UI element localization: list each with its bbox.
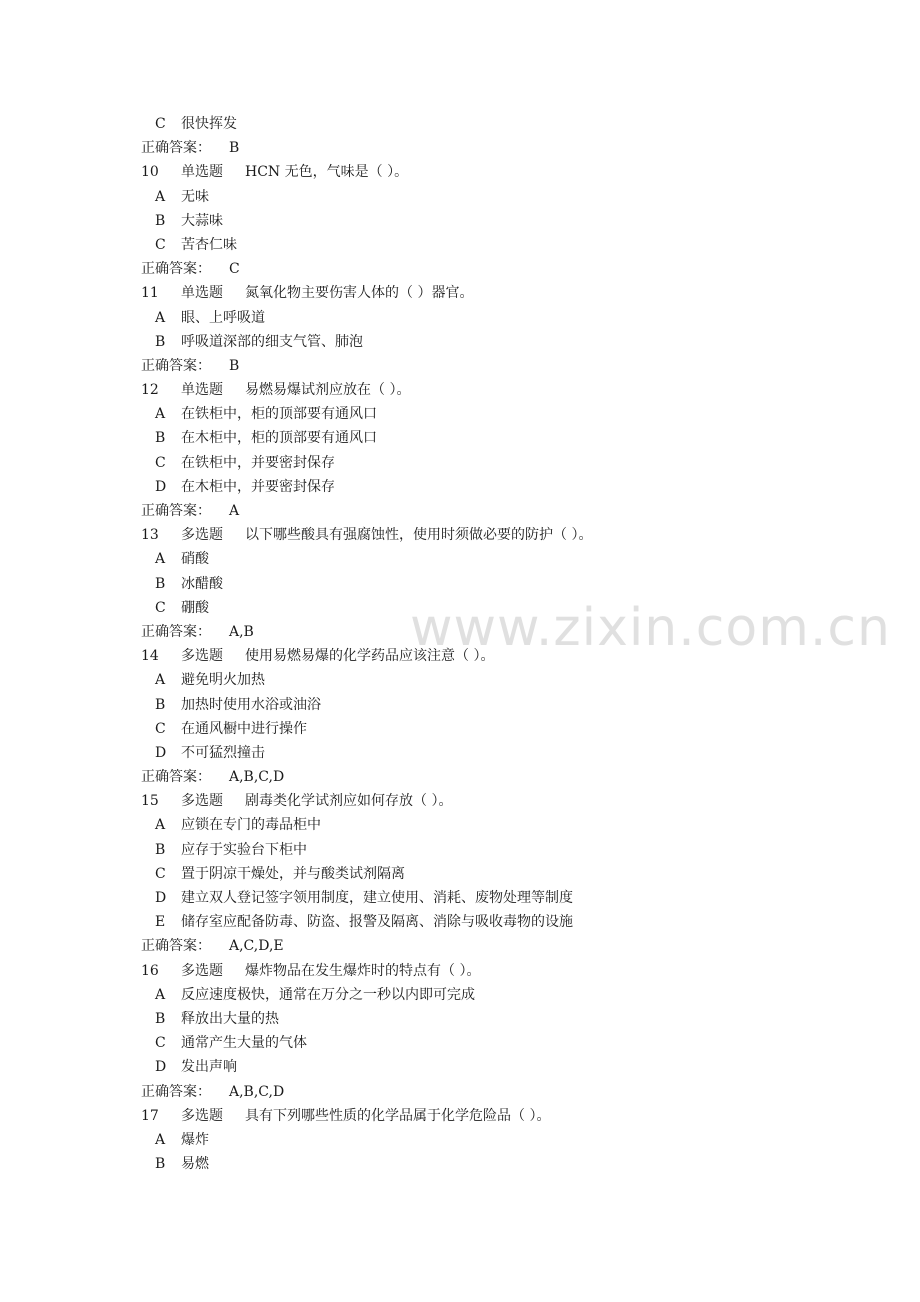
option-letter: D bbox=[155, 478, 167, 495]
answer-value: A,B,C,D bbox=[229, 769, 285, 786]
question-header bbox=[0, 160, 920, 184]
question-number: 11 bbox=[141, 285, 159, 302]
option-item bbox=[0, 426, 920, 450]
question-text: HCN 无色，气味是（ ）。 bbox=[245, 164, 409, 181]
option-item bbox=[0, 741, 920, 765]
option-letter: B bbox=[155, 333, 166, 350]
option-text: 冰醋酸 bbox=[181, 575, 223, 592]
option-text: 在木柜中，柜的顶部要有通风口 bbox=[181, 430, 377, 447]
option-item bbox=[0, 547, 920, 571]
option-letter: B bbox=[155, 1156, 166, 1173]
option-letter: C bbox=[155, 1035, 166, 1052]
answer-label: 正确答案： bbox=[141, 623, 211, 640]
option-letter: E bbox=[155, 914, 166, 931]
question-header bbox=[0, 1104, 920, 1128]
option-item bbox=[0, 475, 920, 499]
answer-line bbox=[0, 934, 920, 958]
option-item bbox=[0, 983, 920, 1007]
question-type: 多选题 bbox=[181, 793, 223, 810]
option-letter: A bbox=[155, 188, 166, 205]
option-text: 储存室应配备防毒、防盗、报警及隔离、消除与吸收毒物的设施 bbox=[181, 914, 573, 931]
option-item bbox=[0, 1128, 920, 1152]
option-item bbox=[0, 233, 920, 257]
option-letter: D bbox=[155, 1059, 167, 1076]
option-item bbox=[0, 886, 920, 910]
option-text: 很快挥发 bbox=[181, 116, 237, 132]
option-text: 置于阴凉干燥处，并与酸类试剂隔离 bbox=[181, 865, 405, 882]
question-text: 剧毒类化学试剂应如何存放（ ）。 bbox=[245, 793, 453, 810]
answer-label: 正确答案： bbox=[141, 261, 211, 278]
question-text: 具有下列哪些性质的化学品属于化学危险品（ ）。 bbox=[245, 1107, 551, 1124]
option-letter: D bbox=[155, 744, 167, 761]
answer-line bbox=[0, 354, 920, 378]
option-text: 应存于实验台下柜中 bbox=[181, 841, 307, 858]
option-letter: A bbox=[155, 551, 166, 568]
option-item bbox=[0, 717, 920, 741]
option-letter: C bbox=[155, 454, 166, 471]
option-letter: A bbox=[155, 1131, 166, 1148]
option-text: 在通风橱中进行操作 bbox=[181, 720, 307, 737]
question-header bbox=[0, 644, 920, 668]
option-text: 无味 bbox=[181, 188, 209, 205]
option-text: 易燃 bbox=[181, 1156, 209, 1173]
option-item bbox=[0, 1031, 920, 1055]
option-text: 大蒜味 bbox=[181, 212, 223, 229]
answer-line bbox=[0, 1080, 920, 1104]
option-letter: B bbox=[155, 841, 166, 858]
option-letter: B bbox=[155, 212, 166, 229]
answer-value: C bbox=[229, 261, 240, 278]
question-header bbox=[0, 281, 920, 305]
question-type: 单选题 bbox=[181, 164, 223, 181]
option-item bbox=[0, 668, 920, 692]
answer-value: A,C,D,E bbox=[229, 938, 284, 955]
answer-line bbox=[0, 765, 920, 789]
option-item bbox=[0, 910, 920, 934]
question-header bbox=[0, 789, 920, 813]
option-item bbox=[0, 209, 920, 233]
option-item bbox=[0, 572, 920, 596]
option-letter: A bbox=[155, 309, 166, 326]
option-item bbox=[0, 1152, 920, 1176]
question-number: 13 bbox=[141, 527, 159, 544]
option-text: 硝酸 bbox=[181, 551, 209, 568]
option-letter: D bbox=[155, 890, 167, 906]
option-text: 反应速度极快，通常在万分之一秒以内即可完成 bbox=[181, 986, 475, 1003]
option-text: 呼吸道深部的细支气管、肺泡 bbox=[181, 333, 363, 350]
answer-value: A bbox=[229, 503, 240, 519]
question-header bbox=[0, 378, 920, 402]
option-item bbox=[0, 330, 920, 354]
question-number: 17 bbox=[141, 1107, 159, 1124]
answer-line bbox=[0, 620, 920, 644]
option-letter: B bbox=[155, 1010, 166, 1027]
watermark: www.zixin.com.cn bbox=[410, 598, 891, 658]
option-text: 爆炸 bbox=[181, 1131, 209, 1148]
question-text: 以下哪些酸具有强腐蚀性，使用时须做必要的防护（ ）。 bbox=[245, 527, 593, 544]
answer-label: 正确答案： bbox=[141, 938, 211, 955]
option-item bbox=[0, 306, 920, 330]
question-number: 10 bbox=[141, 164, 159, 181]
option-letter: A bbox=[155, 817, 166, 834]
answer-label: 正确答案： bbox=[141, 769, 211, 786]
question-number: 16 bbox=[141, 962, 159, 979]
option-item bbox=[0, 596, 920, 620]
option-letter: B bbox=[155, 430, 166, 447]
answer-value: A,B,C,D bbox=[229, 1083, 285, 1100]
option-item bbox=[0, 185, 920, 209]
option-letter: C bbox=[155, 236, 166, 253]
option-item bbox=[0, 1055, 920, 1079]
option-text: 在木柜中，并要密封保存 bbox=[181, 478, 335, 495]
option-text: 释放出大量的热 bbox=[181, 1010, 279, 1027]
answer-label: 正确答案： bbox=[141, 140, 211, 157]
option-letter: A bbox=[155, 406, 166, 423]
option-text: 应锁在专门的毒品柜中 bbox=[181, 817, 321, 834]
question-type: 多选题 bbox=[181, 1107, 223, 1124]
option-letter: C bbox=[155, 865, 166, 882]
option-letter: B bbox=[155, 696, 166, 713]
question-number: 12 bbox=[141, 382, 159, 399]
option-text: 通常产生大量的气体 bbox=[181, 1035, 307, 1052]
answer-value: A,B bbox=[229, 623, 254, 640]
option-letter: C bbox=[155, 599, 166, 616]
question-type: 单选题 bbox=[181, 382, 223, 399]
option-letter: C bbox=[155, 720, 166, 737]
option-text: 加热时使用水浴或油浴 bbox=[181, 696, 321, 713]
option-item bbox=[0, 1007, 920, 1031]
option-text: 在铁柜中，并要密封保存 bbox=[181, 454, 335, 471]
option-item bbox=[0, 451, 920, 475]
question-text: 易燃易爆试剂应放在（ ）。 bbox=[245, 382, 411, 399]
answer-label: 正确答案： bbox=[141, 357, 211, 374]
answer-label: 正确答案： bbox=[141, 503, 211, 519]
question-number: 15 bbox=[141, 793, 159, 810]
option-text: 避免明火加热 bbox=[181, 672, 265, 689]
quiz-document bbox=[0, 112, 920, 1176]
answer-line bbox=[0, 257, 920, 281]
question-text: 爆炸物品在发生爆炸时的特点有（ ）。 bbox=[245, 962, 481, 979]
question-type: 多选题 bbox=[181, 527, 223, 544]
option-item bbox=[0, 402, 920, 426]
option-text: 建立双人登记签字领用制度，建立使用、消耗、废物处理等制度 bbox=[181, 890, 573, 906]
option-text: 硼酸 bbox=[181, 599, 209, 616]
option-letter: A bbox=[155, 672, 166, 689]
option-text: 苦杏仁味 bbox=[181, 236, 237, 253]
option-text: 眼、上呼吸道 bbox=[181, 309, 265, 326]
question-type: 单选题 bbox=[181, 285, 223, 302]
answer-value: B bbox=[229, 140, 240, 157]
option-letter: B bbox=[155, 575, 166, 592]
answer-line bbox=[0, 136, 920, 160]
question-number: 14 bbox=[141, 648, 159, 665]
question-type: 多选题 bbox=[181, 648, 223, 665]
option-text: 在铁柜中，柜的顶部要有通风口 bbox=[181, 406, 377, 423]
option-text: 不可猛烈撞击 bbox=[181, 744, 265, 761]
option-text: 发出声响 bbox=[181, 1059, 237, 1076]
option-letter: C bbox=[155, 116, 166, 132]
question-text: 使用易燃易爆的化学药品应该注意（ ）。 bbox=[245, 648, 495, 665]
question-text: 氮氧化物主要伤害人体的（ ）器官。 bbox=[245, 285, 474, 302]
option-item bbox=[0, 693, 920, 717]
option-item bbox=[0, 813, 920, 837]
question-header bbox=[0, 523, 920, 547]
answer-value: B bbox=[229, 357, 240, 374]
option-item bbox=[0, 838, 920, 862]
option-letter: A bbox=[155, 986, 166, 1003]
question-header bbox=[0, 959, 920, 983]
option-item bbox=[0, 112, 920, 136]
answer-line bbox=[0, 499, 920, 523]
option-item bbox=[0, 862, 920, 886]
answer-label: 正确答案： bbox=[141, 1083, 211, 1100]
question-type: 多选题 bbox=[181, 962, 223, 979]
